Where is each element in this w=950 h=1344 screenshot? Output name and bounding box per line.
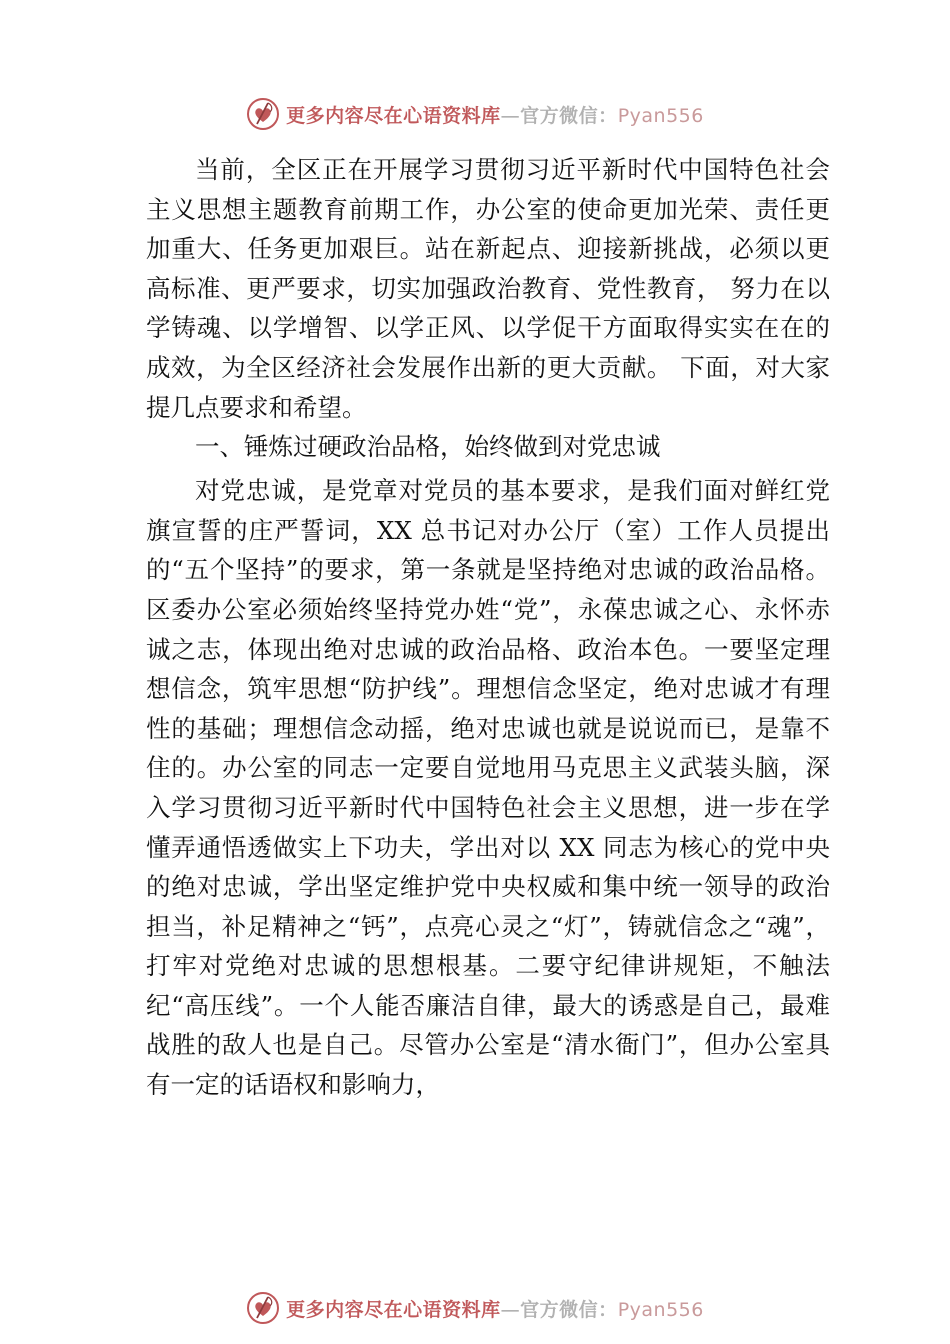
body-paragraph-loyalty: 对党忠诚，是党章对党员的基本要求，是我们面对鲜红党旗宣誓的庄严誓词，XX 总书记对办公厅（室）工作人员提出的“五个坚持”的要求，第一条就是坚持绝对忠诚的政治品格。区委办公室必须始终坚持党办姓“党”，永葆忠诚之心、永怀赤诚之志，体现出绝对忠诚的政治品格、政治本色。一要坚定理想信念，筑牢思想“防护线”。理想信念坚定，绝对忠诚才有理性的基础；理想信念动摇，绝对忠诚也就是说说而已，是靠不住的。办公室的同志一定要自觉地用马克思主义武装头脑，深入学习贯彻习近平新时代中国特色社会主义思想，进一步在学懂弄通悟透做实上下功夫，学出对以 XX 同志为核心的党中央的绝对忠诚，学出坚定维护党中央权威和集中统一领导的政治担当，补足精神之“钙”，点亮心灵之“灯”，铸就信念之“魂”，打牢对党绝对忠诚的思想根基。二要守纪律讲规矩，不触法纪“高压线”。一个人能否廉洁自律，最大的诱惑是自己，最难战胜的敌人也是自己。尽管办公室是“清水衙门”，但办公室具有一定的话语权和影响力， [146,476,830,1100]
watermark-separator: — [500,104,521,127]
document-body [146,150,830,1105]
watermark-separator: — [500,1298,521,1321]
heart-quill-logo-icon [246,1291,280,1325]
watermark-brand: 更多内容尽在心语资料库 [286,104,501,127]
watermark-contact-id: Pyan556 [617,104,704,127]
watermark-brand: 更多内容尽在心语资料库 [286,1298,501,1321]
watermark-contact-label: 官方微信： [520,1298,618,1321]
section-heading-1: 一、锤炼过硬政治品格，始终做到对党忠诚 [195,432,661,462]
watermark-footer [0,1290,950,1326]
watermark-contact-id: Pyan556 [617,1298,704,1321]
watermark-contact-label: 官方微信： [520,104,618,127]
heart-quill-logo-icon [246,97,280,131]
body-paragraph-intro: 当前，全区正在开展学习贯彻习近平新时代中国特色社会主义思想主题教育前期工作，办公室的使命更加光荣、责任更加重大、任务更加艰巨。站在新起点、迎接新挑战，必须以更高标准、更严要求，切实加强政治教育、党性教育， 努力在以学铸魂、以学增智、以学正风、以学促干方面取得实实在在的成效，为全区经济社会发展作出新的更大贡献。 下面，对大家提几点要求和希望。 [146,155,830,422]
watermark-header [0,96,950,132]
